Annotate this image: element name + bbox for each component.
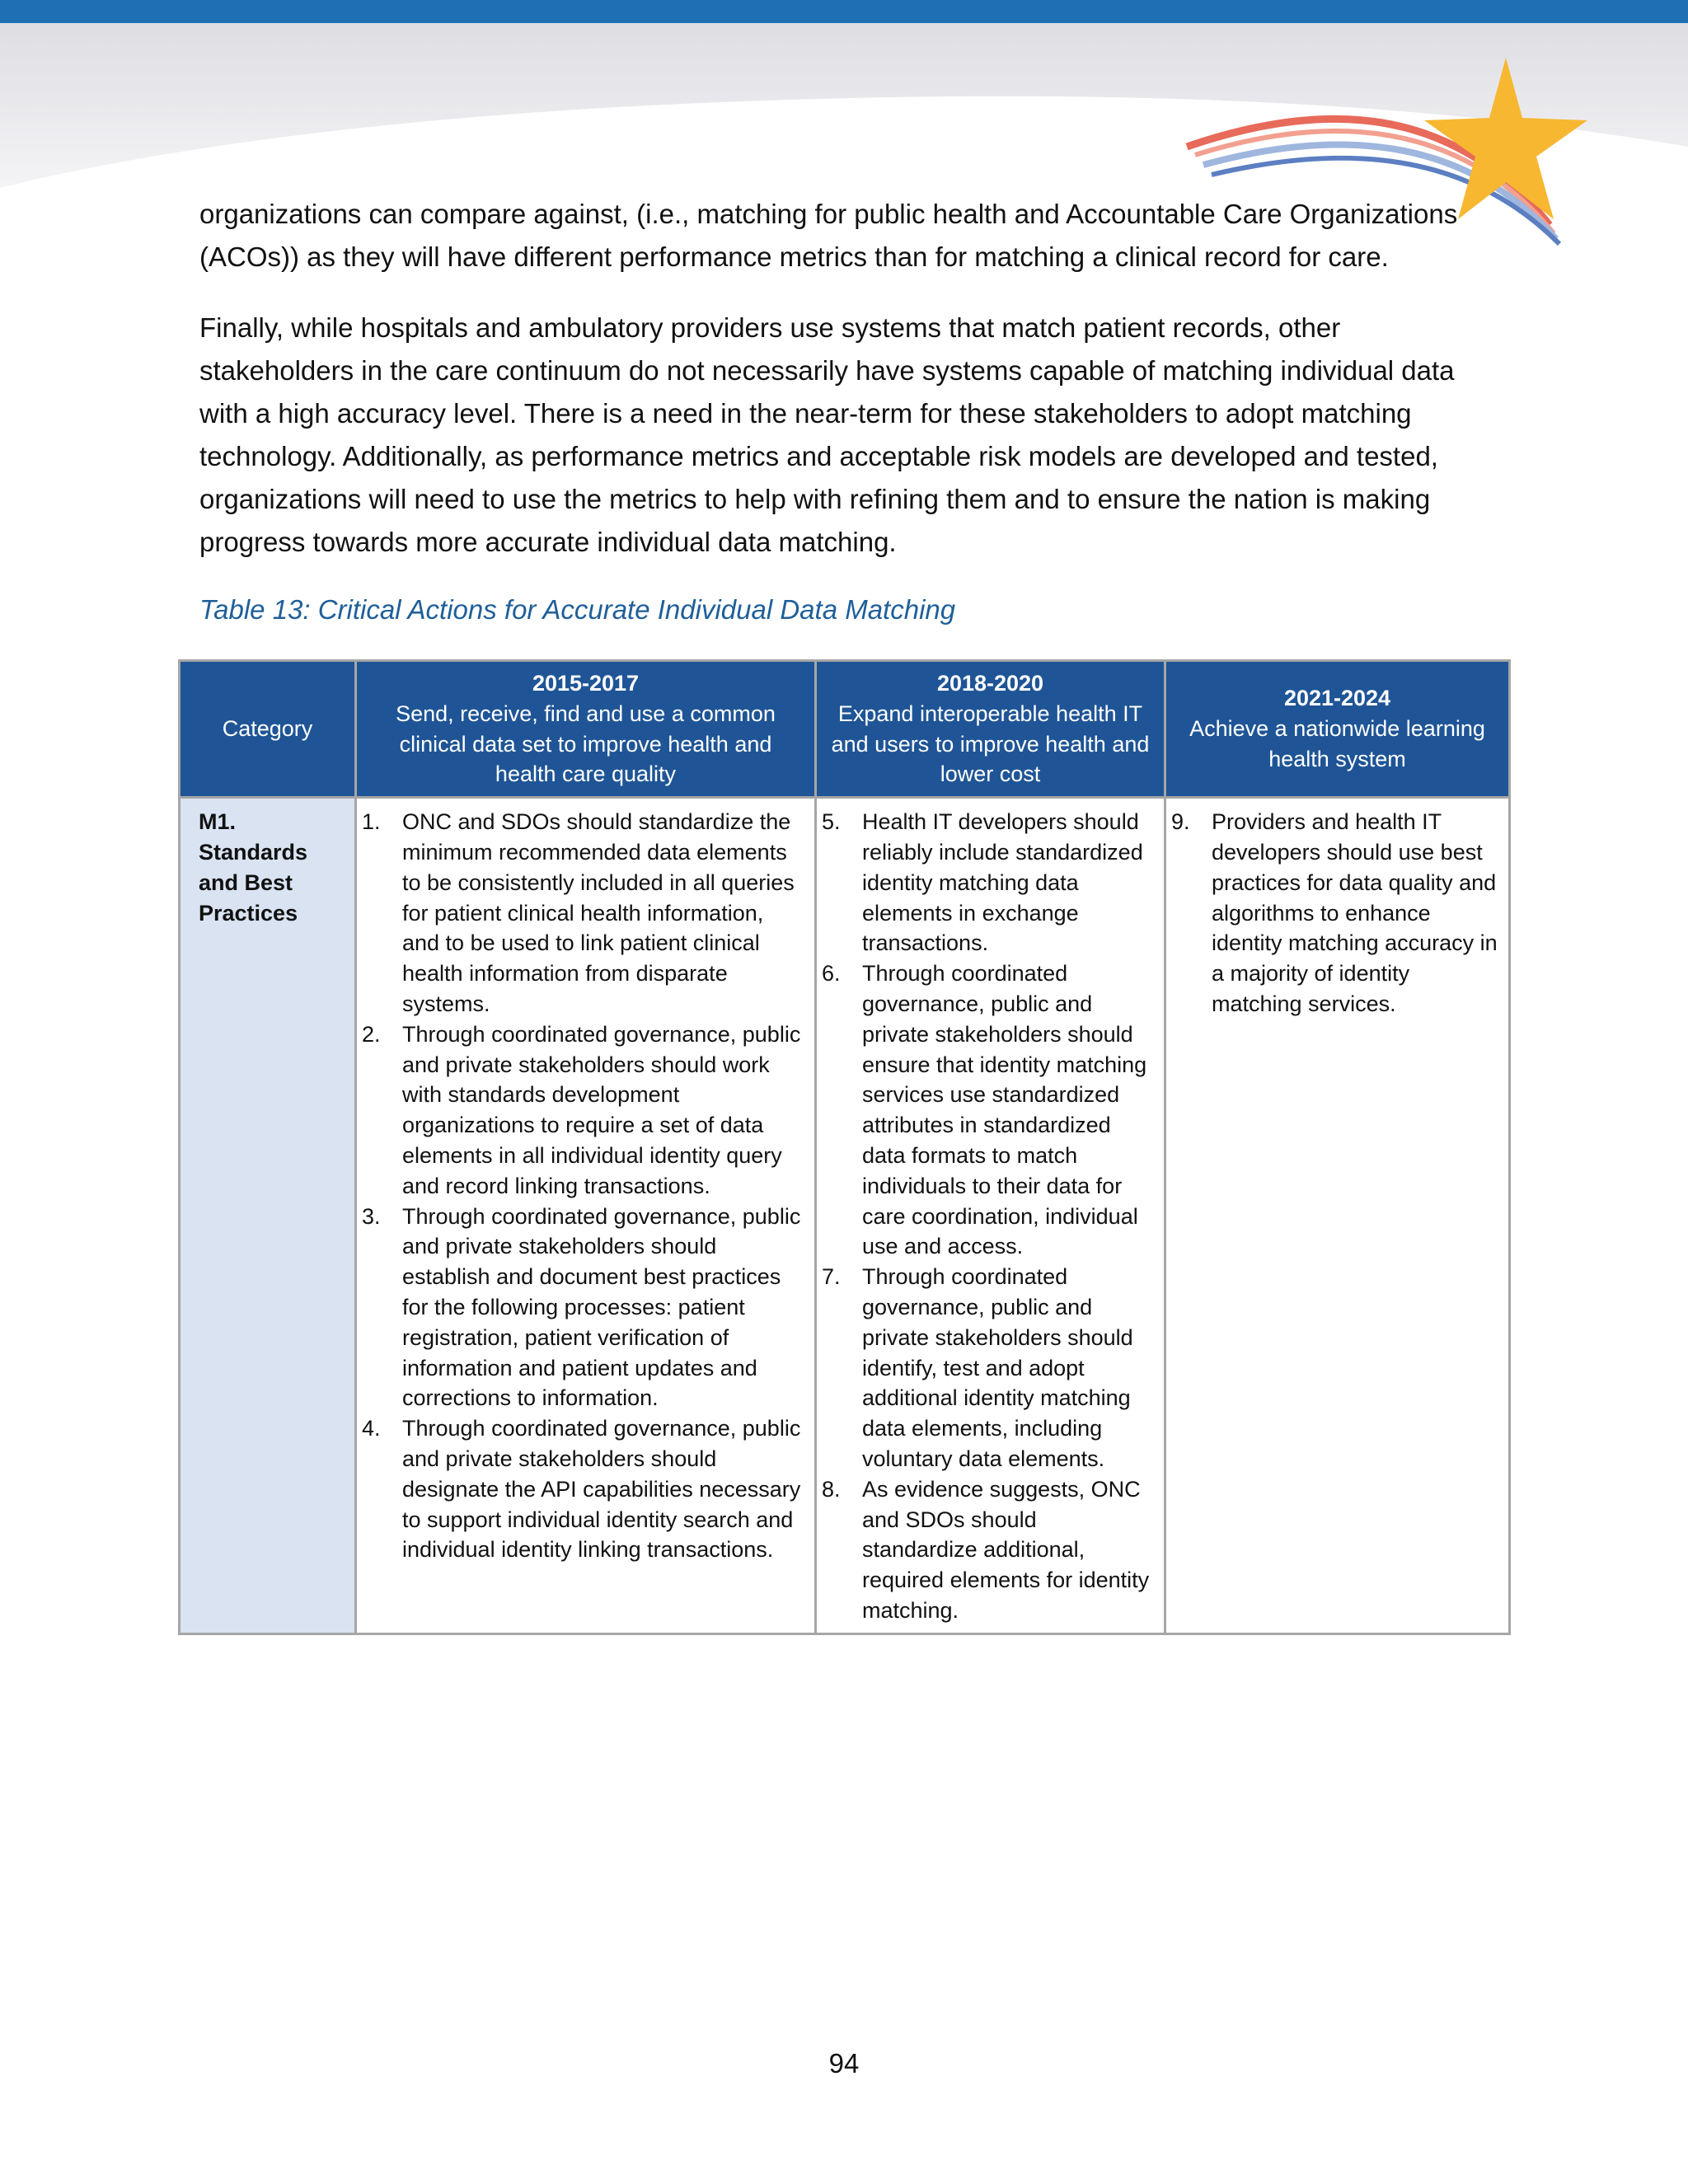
action-list (1171, 807, 1498, 1019)
list-item (362, 1413, 804, 1565)
item-number: 1. (362, 809, 381, 835)
header-period: 2015-2017 (532, 671, 640, 696)
header-period: 2021-2024 (1283, 686, 1391, 711)
header-goal: Send, receive, find and use a common clinical data set to improve health and health care quality (396, 701, 776, 787)
action-list (822, 807, 1154, 1626)
action-list (362, 807, 804, 1565)
category-line: Standards (199, 839, 308, 865)
body-text (199, 193, 1502, 658)
list-item (822, 958, 1154, 1262)
critical-actions-table (178, 659, 1511, 1635)
category-line: and Best (199, 869, 293, 895)
item-text: Through coordinated governance, public and private stakeholders should identify, test and adopt additional identity matching data elements, including voluntary data elements. (862, 1264, 1133, 1471)
item-number: 5. (822, 809, 841, 835)
header-category: Category (180, 661, 356, 798)
item-number: 6. (822, 961, 841, 987)
actions-2021-2024-cell (1165, 798, 1510, 1634)
list-item (362, 1202, 804, 1414)
item-number: 9. (1171, 809, 1190, 835)
list-item (822, 807, 1154, 958)
paragraph-continuation: organizations can compare against, (i.e., matching for public health and Accountable Care Organizations (ACOs)) as they will have different performance metrics than for matching a clinical record for care. (199, 199, 1458, 272)
list-item (362, 807, 804, 1019)
header-2018-2020 (816, 661, 1165, 798)
header-period: 2018-2020 (936, 671, 1044, 696)
item-text: Providers and health IT developers should use best practices for data quality and algorithms to enhance identity matching accuracy in a majority of identity matching services. (1212, 809, 1498, 1016)
page-number: 94 (828, 2048, 860, 2079)
item-text: Through coordinated governance, public and private stakeholders should designate the API capabilities necessary to support individual identity search and individual identity linking transactions. (402, 1416, 801, 1563)
item-text: Through coordinated governance, public and private stakeholders should ensure that identity matching services use standardized attributes in standardized data formats to match individuals to their data for care coordination, individual use and access. (862, 961, 1147, 1259)
top-banner-bar (0, 0, 1688, 23)
table-row (180, 798, 1510, 1634)
item-text: As evidence suggests, ONC and SDOs should standardize additional, required elements for identity matching. (862, 1476, 1150, 1623)
paragraph-finally: Finally, while hospitals and ambulatory providers use systems that match patient records, other stakeholders in the care continuum do not necessarily have systems capable of matching individual data with a high accuracy level. There is a need in the near-term for these stakeholders to adopt matching technology. Additionally, as performance metrics and acceptable risk models are developed and tested, organizations will need to use the metrics to help with refining them and to ensure the nation is making progress towards more accurate individual data matching. (199, 312, 1455, 557)
table-caption: Table 13: Critical Actions for Accurate Individual Data Matching (199, 594, 956, 625)
category-line: Practices (199, 900, 298, 926)
actions-2015-2017-cell (356, 798, 816, 1634)
header-2021-2024 (1165, 661, 1510, 798)
item-number: 2. (362, 1021, 381, 1047)
list-item (362, 1019, 804, 1202)
item-number: 7. (822, 1264, 841, 1290)
category-cell (180, 798, 356, 1634)
list-item (1171, 807, 1498, 1019)
category-line: M1. (199, 809, 237, 835)
item-text: Through coordinated governance, public and private stakeholders should establish and document best practices for the following processes: patient registration, patient verification of information and patient updates and corrections to information. (402, 1203, 801, 1411)
item-number: 8. (822, 1476, 841, 1502)
item-number: 4. (362, 1416, 381, 1441)
item-number: 3. (362, 1203, 381, 1229)
list-item (822, 1262, 1154, 1474)
item-text: ONC and SDOs should standardize the minimum recommended data elements to be consistently included in all queries for patient clinical health information, and to be used to link patient clinical health information from disparate systems. (402, 809, 795, 1016)
list-item (822, 1474, 1154, 1626)
header-goal: Achieve a nationwide learning health system (1189, 716, 1485, 771)
item-text: Through coordinated governance, public and private stakeholders should work with standards development organizations to require a set of data elements in all individual identity query and record linking transactions. (402, 1021, 801, 1198)
header-2015-2017 (356, 661, 816, 798)
table-header-row (180, 661, 1510, 798)
header-goal: Expand interoperable health IT and users to improve health and lower cost (831, 701, 1150, 787)
actions-2018-2020-cell (816, 798, 1165, 1634)
header-grey-wave (0, 23, 1688, 188)
item-text: Health IT developers should reliably include standardized identity matching data elements in exchange transactions. (862, 809, 1143, 956)
